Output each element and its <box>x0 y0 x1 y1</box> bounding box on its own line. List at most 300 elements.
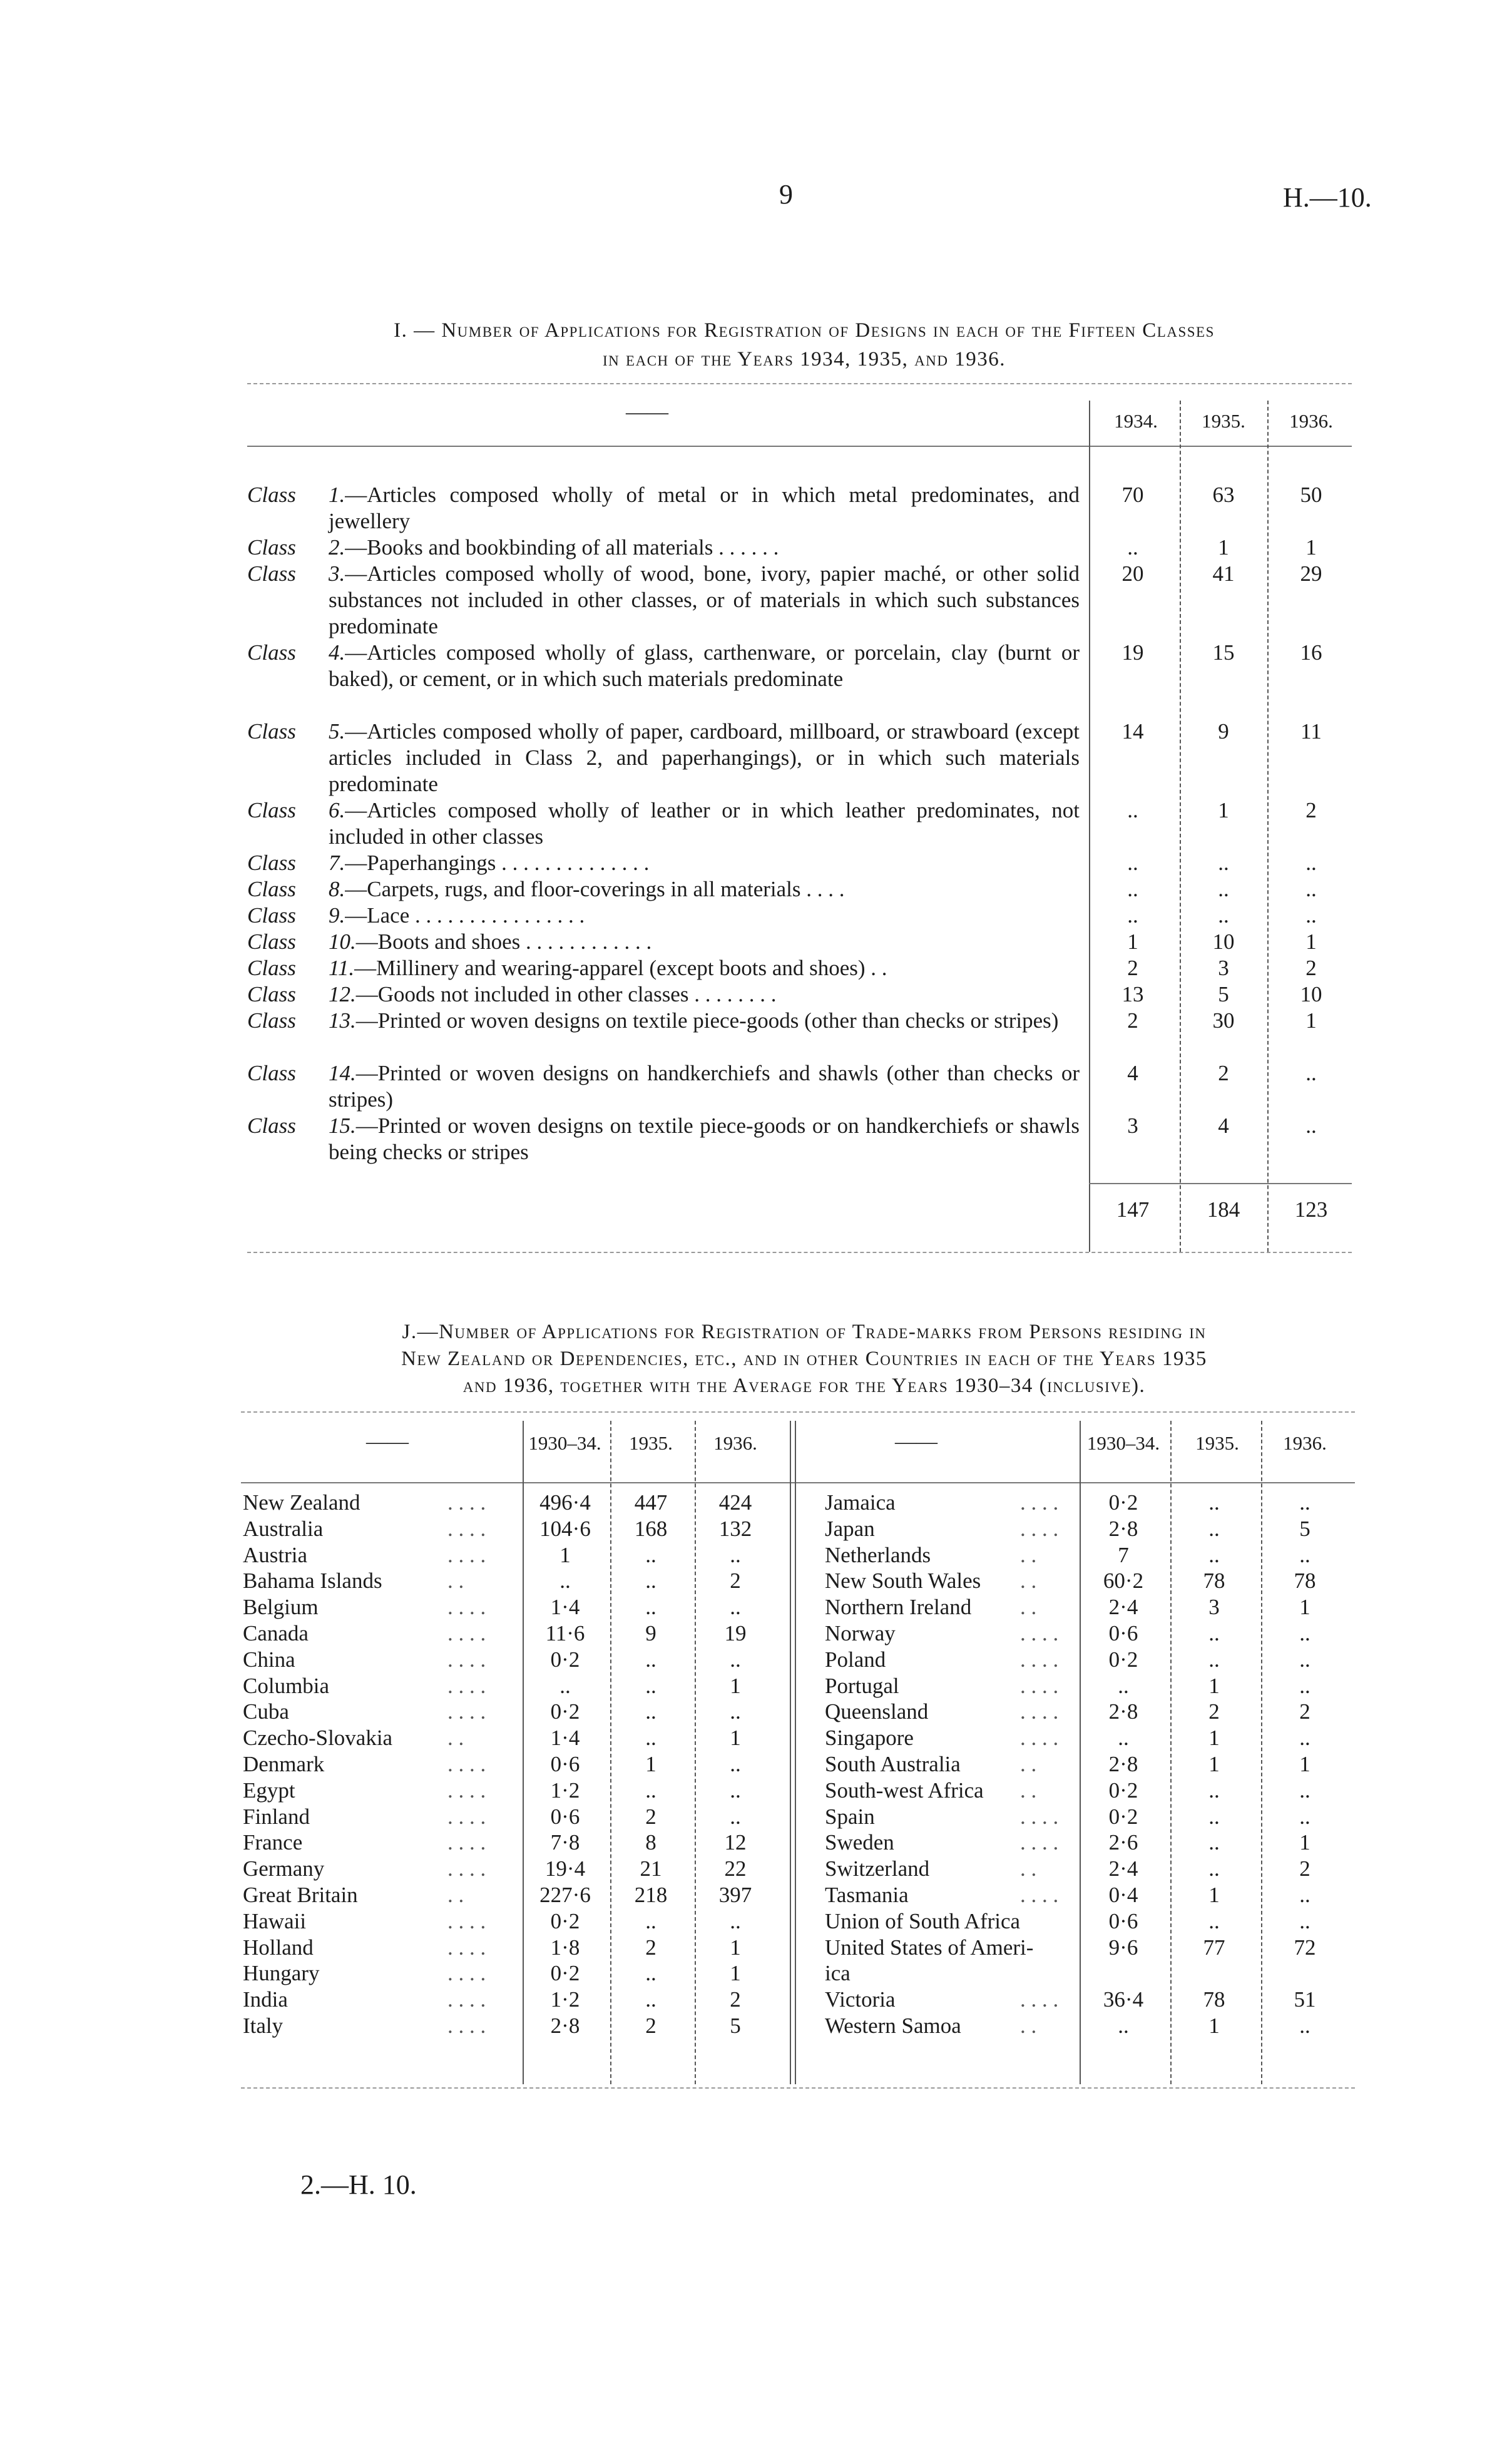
table-j-cell: 2 <box>645 1935 656 1960</box>
table-j-cell: 132 <box>718 1516 752 1541</box>
table-j-cell: 496·4 <box>539 1490 591 1515</box>
leader-dots: . . <box>447 1568 464 1594</box>
class-number: 9. <box>329 903 345 928</box>
leader-dots: . . . . <box>447 1804 486 1829</box>
country-name: New South Wales <box>825 1568 981 1594</box>
table-i-cell: 5 <box>1218 982 1229 1006</box>
table-i-cell: 9 <box>1218 719 1229 744</box>
table-j-cell: .. <box>730 1804 741 1829</box>
country-name: Canada <box>243 1621 309 1645</box>
leader-dots: . . . . <box>447 1542 486 1567</box>
table-j-cell: 1 <box>1299 1752 1310 1776</box>
table-j-cell: .. <box>645 1647 656 1672</box>
table-j-cell: 11·6 <box>545 1621 585 1645</box>
class-number: 1. <box>329 483 345 507</box>
table-i-cell: .. <box>1127 851 1138 875</box>
leader-dots: . . . . <box>447 1699 486 1724</box>
class-number: 13. <box>329 1008 356 1033</box>
table-j-cell: .. <box>1208 1621 1220 1645</box>
table-j-cell: .. <box>645 1726 656 1751</box>
country-name: Columbia <box>243 1673 330 1698</box>
country-name: Belgium <box>243 1595 319 1620</box>
class-text: —Articles composed wholly of metal or in which metal predominates, and jewellery <box>329 483 1080 533</box>
leader-dots: . . . . <box>1020 1621 1059 1645</box>
table-j-cell: 0·2 <box>1108 1804 1138 1829</box>
class-description <box>329 535 1080 561</box>
class-text: —Books and bookbinding of all materials . . . . . . <box>345 535 779 560</box>
class-number: 14. <box>329 1061 356 1085</box>
country-name: Bahama Islands <box>243 1568 382 1594</box>
leader-dots: . . . . <box>1020 1699 1059 1724</box>
table-j-cell: 1 <box>1208 1752 1220 1776</box>
class-label <box>247 1060 329 1087</box>
leader-dots: . . . . <box>447 1856 486 1881</box>
leader-dots: . . . . <box>1020 1883 1059 1907</box>
country-name: Switzerland <box>825 1856 930 1881</box>
class-word: Class <box>247 1061 296 1085</box>
table-j-divider-e <box>1170 1421 1172 2084</box>
table-j-cell: 2·6 <box>1108 1830 1138 1855</box>
class-word: Class <box>247 956 296 980</box>
table-j-cell: 1 <box>730 1961 741 1986</box>
table-j-title-line3: and 1936, together with the Average for the Years 1930–34 (inclusive). <box>462 1374 1146 1397</box>
country-name: China <box>243 1647 295 1672</box>
class-text: —Carpets, rugs, and floor-coverings in all materials . . . . <box>345 877 845 901</box>
table-i-cell: 19 <box>1121 640 1144 665</box>
table-j-cell: 1·2 <box>550 1778 580 1803</box>
table-j-right-stub-header: —— <box>895 1430 937 1453</box>
table-j-cell: .. <box>645 1542 656 1567</box>
table-j-cell: 5 <box>1299 1516 1310 1541</box>
table-j-cell: 9·6 <box>1108 1935 1138 1960</box>
table-j-left-header-1935: 1935. <box>629 1432 673 1454</box>
table-i-cell: 3 <box>1218 956 1229 980</box>
class-label <box>247 981 329 1008</box>
table-i-cell: .. <box>1127 877 1138 901</box>
table-i-cell: 1 <box>1305 1008 1317 1033</box>
table-i-cell: .. <box>1305 1113 1317 1138</box>
table-i-cell: 30 <box>1212 1008 1235 1033</box>
table-i-cell: .. <box>1305 903 1317 928</box>
table-j-cell: .. <box>1208 1908 1220 1933</box>
table-j-cell: 2 <box>730 1568 741 1594</box>
country-name: Czecho-Slovakia <box>243 1726 393 1751</box>
class-label <box>247 719 329 745</box>
table-j-cell: 0·2 <box>550 1647 580 1672</box>
leader-dots: . . . . <box>447 1490 486 1515</box>
class-number: 15. <box>329 1113 356 1138</box>
table-j-cell: .. <box>1118 1726 1129 1751</box>
table-j-cell: 0·6 <box>1108 1621 1138 1645</box>
table-i-header-1935: 1935. <box>1202 410 1245 432</box>
table-i-cell: .. <box>1127 903 1138 928</box>
table-j-cell: 218 <box>634 1883 668 1907</box>
table-j-cell: .. <box>1118 1673 1129 1698</box>
table-i-bottom-rule <box>247 1252 1352 1253</box>
table-i-cell: .. <box>1218 903 1229 928</box>
table-j-cell: 1 <box>1299 1830 1310 1855</box>
table-j-cell: 19·4 <box>544 1856 586 1881</box>
class-word: Class <box>247 640 296 665</box>
table-i-cell: 4 <box>1218 1113 1229 1138</box>
country-name: Union of South Africa <box>825 1908 1021 1933</box>
leader-dots: . . . . <box>447 2014 486 2038</box>
table-j-cell: .. <box>730 1595 741 1620</box>
class-number: 12. <box>329 982 356 1006</box>
table-i-cell: .. <box>1127 798 1138 822</box>
table-j-bottom-rule <box>241 2087 1355 2089</box>
class-word: Class <box>247 535 296 560</box>
class-description <box>329 797 1080 850</box>
leader-dots: . . <box>1020 1778 1037 1803</box>
leader-dots: . . <box>447 1726 464 1751</box>
class-description <box>329 955 1080 981</box>
class-label <box>247 955 329 981</box>
table-j-cell: 12 <box>724 1830 747 1855</box>
class-number: 7. <box>329 851 345 875</box>
leader-dots: . . . . <box>1020 1987 1059 2012</box>
table-j-cell: 0·6 <box>1108 1908 1138 1933</box>
class-word: Class <box>247 903 296 928</box>
table-j-cell: .. <box>1208 1830 1220 1855</box>
country-name: Northern Ireland <box>825 1595 972 1620</box>
table-j-cell: .. <box>730 1752 741 1776</box>
table-i-cell: 1 <box>1218 798 1229 822</box>
class-description <box>329 929 1080 955</box>
class-description <box>329 1113 1080 1165</box>
country-name: Hawaii <box>243 1908 307 1933</box>
table-j-cell: .. <box>559 1568 571 1594</box>
country-name: Norway <box>825 1621 896 1645</box>
table-j-cell: .. <box>730 1542 741 1567</box>
table-i-top-rule <box>247 383 1352 384</box>
table-j-cell: .. <box>1299 1647 1310 1672</box>
table-j-left-stub-header: —— <box>366 1430 409 1453</box>
table-i-cell: 2 <box>1305 798 1317 822</box>
leader-dots: . . . . <box>447 1778 486 1803</box>
table-i-cell: 14 <box>1121 719 1144 744</box>
table-j-cell: 72 <box>1294 1935 1316 1960</box>
table-i-cell: 15 <box>1212 640 1235 665</box>
table-j-cell: .. <box>1208 1490 1220 1515</box>
table-i-cell: 3 <box>1127 1113 1138 1138</box>
country-name: Egypt <box>243 1778 295 1803</box>
table-i-cell: 70 <box>1121 483 1144 507</box>
leader-dots: . . . . <box>447 1621 486 1645</box>
table-j-cell: 1 <box>1208 1883 1220 1907</box>
table-i-cell: .. <box>1218 851 1229 875</box>
table-i-title-line1: I. — Number of Applications for Registration of Designs in each of the Fifteen Classes <box>394 319 1215 342</box>
class-text: —Articles composed wholly of paper, cardboard, millboard, or strawboard (except articles included in Class 2, and paperhangings), or in which such materials predominate <box>329 719 1080 796</box>
class-label <box>247 1113 329 1139</box>
table-j-cell: 60·2 <box>1103 1568 1144 1594</box>
leader-dots: . . . . <box>447 1752 486 1776</box>
table-i-cell: .. <box>1305 877 1317 901</box>
table-j-cell: 7·8 <box>550 1830 580 1855</box>
leader-dots: . . . . <box>447 1935 486 1960</box>
class-label <box>247 903 329 929</box>
table-j-cell: .. <box>730 1908 741 1933</box>
table-i-cell: 63 <box>1212 483 1235 507</box>
leader-dots: . . . . <box>447 1987 486 2012</box>
class-label <box>247 797 329 824</box>
class-text: —Articles composed wholly of wood, bone, ivory, papier maché, or other solid substances not included in other classes, or of materials in which such substances predominate <box>329 561 1080 638</box>
country-name: Singapore <box>825 1726 914 1751</box>
country-name: Victoria <box>825 1987 896 2012</box>
class-text: —Boots and shoes . . . . . . . . . . . . <box>355 929 652 954</box>
table-j-cell: 7 <box>1118 1542 1129 1567</box>
table-i-cell: 2 <box>1305 956 1317 980</box>
table-j-cell: 1·4 <box>550 1595 580 1620</box>
class-text: —Lace . . . . . . . . . . . . . . . . <box>345 903 585 928</box>
table-j-cell: 447 <box>634 1490 668 1515</box>
table-j-cell: 1·8 <box>550 1935 580 1960</box>
country-name: Poland <box>825 1647 886 1672</box>
class-number: 3. <box>329 561 345 586</box>
class-text: —Millinery and wearing-apparel (except boots and shoes) . . <box>354 956 887 980</box>
table-j-cell: .. <box>1299 1804 1310 1829</box>
leader-dots: . . . . <box>1020 1516 1059 1541</box>
class-word: Class <box>247 483 296 507</box>
class-label <box>247 876 329 903</box>
table-i-cell: 29 <box>1300 561 1322 586</box>
class-word: Class <box>247 877 296 901</box>
table-j-cell: 1·2 <box>550 1987 580 2012</box>
table-j-cell: 2·8 <box>1108 1752 1138 1776</box>
class-description <box>329 1008 1080 1034</box>
table-j-cell: .. <box>1208 1516 1220 1541</box>
table-j-cell: 0·6 <box>550 1804 580 1829</box>
table-j-cell: 1·4 <box>550 1726 580 1751</box>
table-j-cell: 104·6 <box>539 1516 591 1541</box>
leader-dots: . . . . <box>447 1830 486 1855</box>
country-name: France <box>243 1830 303 1855</box>
leader-dots: . . <box>1020 1595 1037 1620</box>
table-j-cell: .. <box>559 1673 571 1698</box>
table-j-cell: .. <box>1299 1621 1310 1645</box>
class-text: —Printed or woven designs on handkerchiefs and shawls (other than checks or stripes) <box>329 1061 1080 1112</box>
leader-dots: . . . . <box>447 1673 486 1698</box>
table-i-cell: 1 <box>1218 535 1229 560</box>
class-word: Class <box>247 719 296 744</box>
table-j-cell: 227·6 <box>539 1883 591 1907</box>
table-j-cell: .. <box>645 1961 656 1986</box>
table-j-cell: 19 <box>724 1621 747 1645</box>
country-name: Spain <box>825 1804 875 1829</box>
table-j-double-divider-1 <box>790 1421 791 2084</box>
table-i-cell: 1 <box>1127 929 1138 954</box>
table-j-cell: 2 <box>645 1804 656 1829</box>
table-j-cell: 0·2 <box>1108 1778 1138 1803</box>
table-i-cell: 2 <box>1127 956 1138 980</box>
table-j-cell: 1 <box>1208 2014 1220 2038</box>
table-j-cell: .. <box>1299 1673 1310 1698</box>
country-name: Italy <box>243 2014 284 2038</box>
table-j-divider-a <box>523 1421 524 2084</box>
table-j-cell: 0·2 <box>1108 1490 1138 1515</box>
table-i-cell: 4 <box>1127 1061 1138 1085</box>
table-j-cell: 0·2 <box>1108 1647 1138 1672</box>
table-j-cell: 1 <box>559 1542 571 1567</box>
table-j-header-rule <box>241 1482 1355 1483</box>
country-name: Germany <box>243 1856 325 1881</box>
table-j-cell: 2 <box>730 1987 741 2012</box>
class-label <box>247 482 329 508</box>
table-j-cell: .. <box>1208 1778 1220 1803</box>
table-j-cell: .. <box>645 1595 656 1620</box>
table-j-title-line2: New Zealand or Dependencies, etc., and in other Countries in each of the Years 1935 <box>401 1348 1207 1370</box>
country-name: Holland <box>243 1935 314 1960</box>
table-j-cell: .. <box>1299 1908 1310 1933</box>
table-j-cell: 36·4 <box>1103 1987 1144 2012</box>
table-i-cell: 13 <box>1121 982 1144 1006</box>
class-description <box>329 719 1080 797</box>
class-word: Class <box>247 982 296 1006</box>
class-label <box>247 535 329 561</box>
table-j-cell: .. <box>1299 2014 1310 2038</box>
table-i-header-1936: 1936. <box>1289 410 1333 432</box>
class-description <box>329 981 1080 1008</box>
class-number: 6. <box>329 798 345 822</box>
leader-dots: . . <box>1020 1856 1037 1881</box>
table-i-cell: 50 <box>1300 483 1322 507</box>
class-description <box>329 482 1080 535</box>
class-description <box>329 561 1080 640</box>
table-j-cell: 168 <box>634 1516 668 1541</box>
class-label <box>247 640 329 666</box>
country-name: Denmark <box>243 1752 325 1776</box>
table-j-cell: .. <box>730 1778 741 1803</box>
table-j-cell: 2 <box>1299 1856 1310 1881</box>
table-j-cell: .. <box>645 1908 656 1933</box>
table-j-cell: 5 <box>730 2014 741 2038</box>
table-j-double-divider-2 <box>795 1421 796 2084</box>
table-j-right-header-1936: 1936. <box>1283 1432 1327 1454</box>
class-text: —Articles composed wholly of glass, carthenware, or porcelain, clay (burnt or baked), or cement, or in which such materials predominate <box>329 640 1080 691</box>
table-j-cell: 1 <box>1208 1673 1220 1698</box>
table-j-cell: 2 <box>645 2014 656 2038</box>
table-j-cell: 8 <box>645 1830 656 1855</box>
country-name: South Australia <box>825 1752 961 1776</box>
table-i-cell: .. <box>1127 535 1138 560</box>
table-j-cell: .. <box>645 1673 656 1698</box>
class-text: —Printed or woven designs on textile piece-goods or on handkerchiefs or shawls being checks or stripes <box>329 1113 1080 1164</box>
leader-dots: . . <box>447 1883 464 1907</box>
table-j-cell: 77 <box>1203 1935 1225 1960</box>
country-name: Austria <box>243 1542 308 1567</box>
country-name: Hungary <box>243 1961 320 1986</box>
table-j-cell: 0·6 <box>550 1752 580 1776</box>
table-i-cell: 10 <box>1300 982 1322 1006</box>
table-i-title-line2: in each of the Years 1934, 1935, and 1936. <box>603 348 1006 371</box>
table-j-cell: 51 <box>1294 1987 1316 2012</box>
country-name: South-west Africa <box>825 1778 984 1803</box>
class-label <box>247 850 329 876</box>
table-i-cell: .. <box>1305 1061 1317 1085</box>
country-name: Japan <box>825 1516 875 1541</box>
table-i-total-1936: 123 <box>1294 1197 1328 1222</box>
leader-dots: . . . . <box>1020 1673 1059 1698</box>
table-j-cell: .. <box>1299 1726 1310 1751</box>
table-j-cell: 1 <box>1299 1595 1310 1620</box>
table-j-cell: 2·8 <box>1108 1516 1138 1541</box>
page-number: 9 <box>779 179 793 210</box>
table-j-cell: .. <box>1299 1778 1310 1803</box>
table-i-cell: 1 <box>1305 929 1317 954</box>
class-label <box>247 1008 329 1034</box>
table-j-cell: .. <box>730 1647 741 1672</box>
class-description <box>329 876 1080 903</box>
table-i-cell: 2 <box>1218 1061 1229 1085</box>
leader-dots: . . . . <box>447 1595 486 1620</box>
table-j-cell: .. <box>1118 2014 1129 2038</box>
country-name: India <box>243 1987 288 2012</box>
table-j-cell: .. <box>730 1699 741 1724</box>
class-word: Class <box>247 798 296 822</box>
table-j-cell: .. <box>645 1778 656 1803</box>
class-number: 10. <box>329 929 356 954</box>
country-name: Finland <box>243 1804 310 1829</box>
class-word: Class <box>247 1113 296 1138</box>
leader-dots: . . . . <box>447 1961 486 1986</box>
leader-dots: . . . . <box>447 1908 486 1933</box>
table-j-cell: .. <box>645 1987 656 2012</box>
table-j-cell: 424 <box>718 1490 752 1515</box>
table-j-cell: 3 <box>1208 1595 1220 1620</box>
country-name: Tasmania <box>825 1883 909 1907</box>
table-i-total-1935: 184 <box>1207 1197 1240 1222</box>
table-j-cell: 2·4 <box>1108 1856 1138 1881</box>
country-name: Netherlands <box>825 1542 931 1567</box>
table-j-cell: 78 <box>1203 1568 1225 1594</box>
class-number: 5. <box>329 719 345 744</box>
table-j-cell: 2·4 <box>1108 1595 1138 1620</box>
class-text: —Printed or woven designs on textile piece-goods (other than checks or stripes) <box>355 1008 1059 1033</box>
table-i-total-1934: 147 <box>1116 1197 1150 1222</box>
table-j-cell: 1 <box>1208 1726 1220 1751</box>
table-j-cell: 1 <box>730 1935 741 1960</box>
table-j-cell: 0·2 <box>550 1908 580 1933</box>
table-j-cell: 21 <box>640 1856 662 1881</box>
table-i-header-1934: 1934. <box>1114 410 1158 432</box>
table-j-cell: .. <box>1208 1804 1220 1829</box>
class-text: —Paperhangings . . . . . . . . . . . . . . <box>345 851 650 875</box>
table-j-left-header-1936: 1936. <box>713 1432 757 1454</box>
class-number: 11. <box>329 956 355 980</box>
leader-dots: . . . . <box>447 1516 486 1541</box>
table-j-cell: 1 <box>730 1726 741 1751</box>
country-name: Sweden <box>825 1830 894 1855</box>
table-j-cell: 0·2 <box>550 1961 580 1986</box>
table-j-cell: .. <box>1299 1542 1310 1567</box>
leader-dots: . . . . <box>1020 1647 1059 1672</box>
leader-dots: . . . . <box>447 1647 486 1672</box>
class-text: —Articles composed wholly of leather or in which leather predominates, not included in other classes <box>329 798 1080 849</box>
table-j-cell: 78 <box>1294 1568 1316 1594</box>
table-j-cell: .. <box>645 1568 656 1594</box>
table-j-cell: 9 <box>645 1621 656 1645</box>
table-j-cell: 0·4 <box>1108 1883 1138 1907</box>
table-j-cell: 2·8 <box>550 2014 580 2038</box>
leader-dots: . . . . <box>1020 1804 1059 1829</box>
table-i-cell: 2 <box>1127 1008 1138 1033</box>
table-j-left-header-1930-34: 1930–34. <box>528 1432 601 1454</box>
table-j-cell: 22 <box>724 1856 747 1881</box>
country-name: Western Samoa <box>825 2014 961 2038</box>
class-number: 8. <box>329 877 345 901</box>
country-name: Australia <box>243 1516 324 1541</box>
table-j-right-header-1930-34: 1930–34. <box>1086 1432 1160 1454</box>
